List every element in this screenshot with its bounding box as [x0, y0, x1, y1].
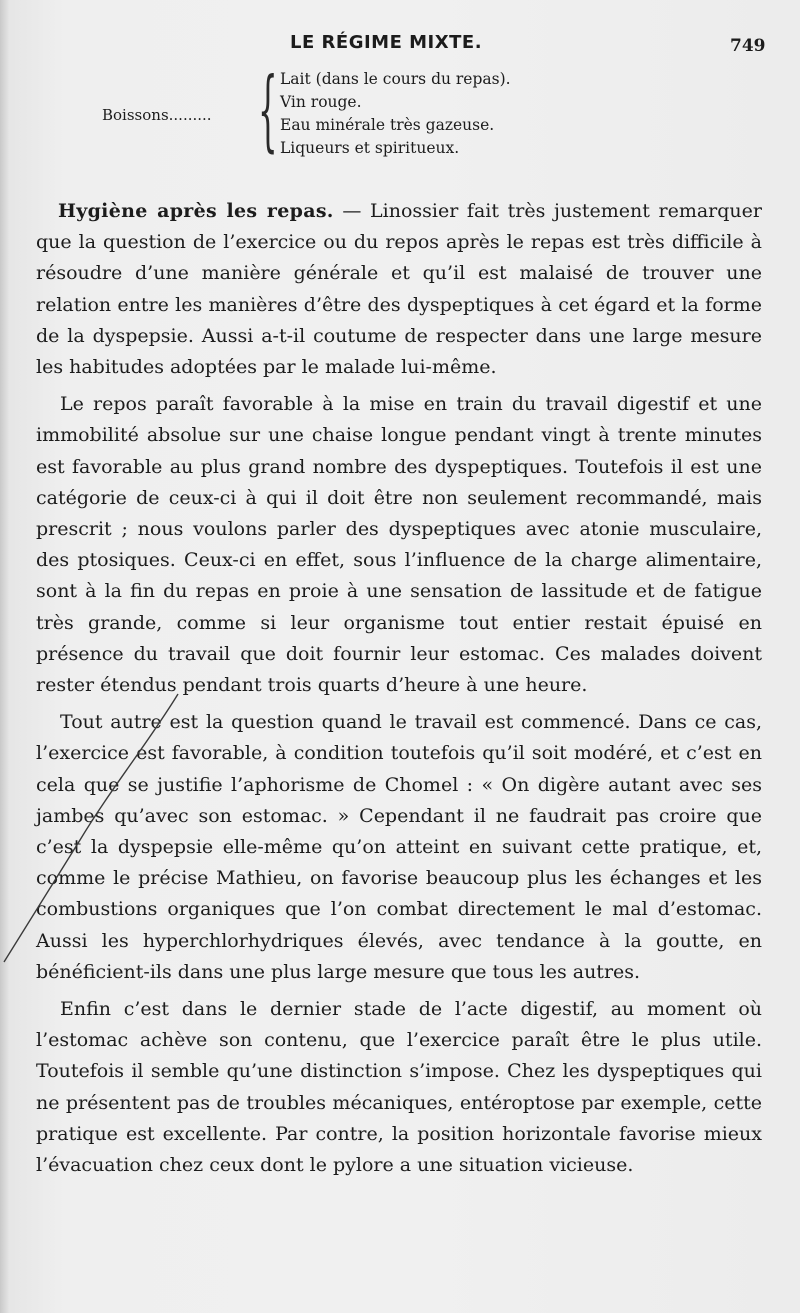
drinks-item: Vin rouge. — [280, 93, 362, 111]
paragraph: Tout autre est la question quand le travail est commencé. Dans ce cas, l’exercice est favorable, à condition toutefois qu’il soit modéré, et c’est en cela que se justifie l’aphorisme de Chomel : « On digère autant avec ses jambes qu’avec son estomac. » Cependant il ne faudrait pas croire que c’est la dyspepsie elle-même qu’on atteint en suivant cette pratique, et, comme le précise Mathieu, on favorise beaucoup plus les échanges et les combustions organiques que l’on combat directement le mal d’estomac. Aussi les hyperchlorhydriques élevés, avec tendance à la goutte, en bénéficient-ils dans une plus large mesure que tous les autres. — [36, 711, 762, 983]
drinks-item: Eau minérale très gazeuse. — [280, 116, 495, 134]
page-number: 749 — [730, 36, 766, 56]
drinks-label: Boissons......... — [102, 106, 212, 124]
drinks-list — [280, 68, 511, 160]
paragraph: Enfin c’est dans le dernier stade de l’acte digestif, au moment où l’estomac achève son contenu, que l’exercice paraît être le plus utile. Toutefois il semble qu’une distinction s’impose. Chez les dyspeptiques qui ne présentent pas de troubles mécaniques, entéroptose par exemple, cette pratique est excellente. Par contre, la position horizontale favorise mieux l’évacuation chez ceux dont le pylore a une situation vicieuse. — [36, 998, 762, 1177]
page-binding-edge — [0, 0, 10, 1313]
paragraph-text: — Linossier fait très justement remarquer que la question de l’exercice ou du repos après le repas est très difficile à résoudre d’une manière générale et qu’il est malaisé de trouver une relation entre les manières d’être des dyspeptiques à cet égard et la forme de la dyspepsie. Aussi a-t-il coutume de respecter dans une large mesure les habitudes adoptées par le malade lui-même. — [36, 200, 762, 379]
running-title: LE RÉGIME MIXTE. — [290, 32, 483, 53]
paragraph — [36, 196, 762, 383]
drinks-item: Liqueurs et spiritueux. — [280, 139, 460, 157]
section-body — [36, 196, 762, 1187]
section-heading: Hygiène après les repas. — [58, 200, 334, 222]
drinks-item: Lait (dans le cours du repas). — [280, 70, 511, 88]
curly-brace-icon: { — [258, 58, 278, 161]
drinks-list-block — [0, 58, 800, 166]
paragraph: Le repos paraît favorable à la mise en train du travail digestif et une immobilité absolue sur une chaise longue pendant vingt à trente minutes est favorable au plus grand nombre des dyspeptiques. Toutefois il est une catégorie de ceux-ci à qui il doit être non seulement recommandé, mais prescrit ; nous voulons parler des dyspeptiques avec atonie musculaire, des ptosiques. Ceux-ci en effet, sous l’influence de la charge alimentaire, sont à la fin du repas en proie à une sensation de lassitude et de fatigue très grande, comme si leur organisme tout entier restait épuisé en présence du travail que doit fournir leur estomac. Ces malades doivent rester étendus pendant trois quarts d’heure à une heure. — [36, 393, 762, 697]
page-header — [0, 32, 800, 58]
